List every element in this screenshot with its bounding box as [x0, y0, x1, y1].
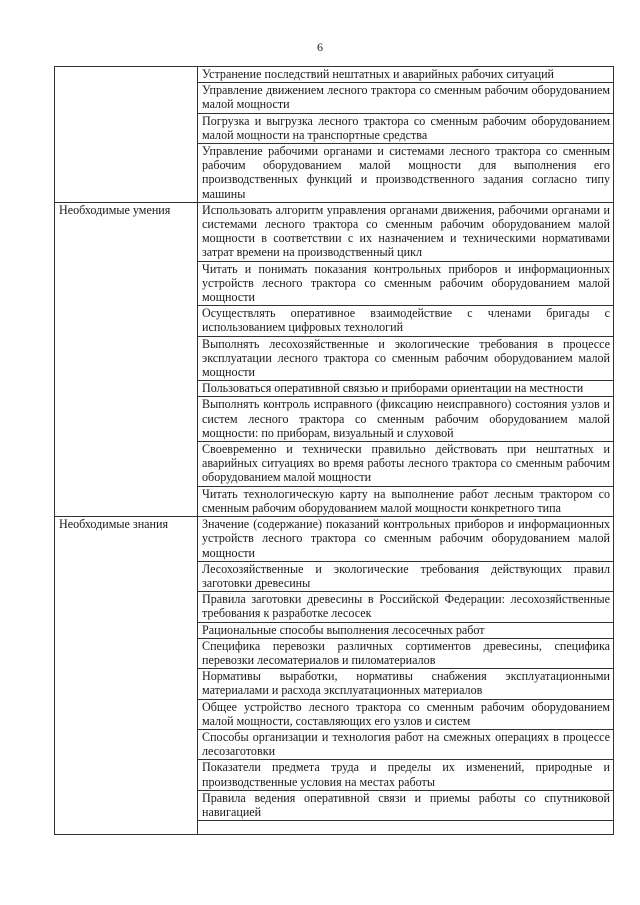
table-row [55, 517, 614, 562]
requirement-item: Читать технологическую карту на выполнение работ лесным трактором со сменным рабочим оборудованием малой мощности конкретного типа [198, 486, 614, 516]
page-number: 6 [317, 40, 323, 54]
requirement-item: Общее устройство лесного трактора со сменным рабочим оборудованием малой мощности, составляющих его узлов и систем [198, 699, 614, 729]
requirement-item: Использовать алгоритм управления органами движения, рабочими органами и системами лесного трактора со сменным рабочим оборудованием малой мощности в соответствии с их назначением и техническими нормативами затрат времени на производственный цикл [198, 202, 614, 261]
requirement-item: Своевременно и технически правильно действовать при нештатных и аварийных ситуациях во время работы лесного трактора со сменным рабочим оборудованием малой мощности [198, 442, 614, 487]
requirement-item: Выполнять контроль исправного (фиксацию неисправного) состояния узлов и систем лесного трактора со сменным рабочим оборудованием малой мощности: по приборам, визуальный и слуховой [198, 397, 614, 442]
requirement-item: Осуществлять оперативное взаимодействие с членами бригады с использованием цифровых технологий [198, 306, 614, 336]
requirement-item: Нормативы выработки, нормативы снабжения эксплуатационными материалами и расхода эксплуатационных материалов [198, 669, 614, 699]
requirement-item: Показатели предмета труда и пределы их изменений, природные и производственные условия на местах работы [198, 760, 614, 790]
requirement-item: Правила ведения оперативной связи и приемы работы со спутниковой навигацией [198, 790, 614, 820]
requirement-item: Погрузка и выгрузка лесного трактора со сменным рабочим оборудованием малой мощности на транспортные средства [198, 113, 614, 143]
table-body [55, 67, 614, 835]
empty-cell [198, 821, 614, 835]
requirement-item: Устранение последствий нештатных и аварийных рабочих ситуаций [198, 67, 614, 83]
requirement-item: Управление движением лесного трактора со сменным рабочим оборудованием малой мощности [198, 83, 614, 113]
requirement-item: Значение (содержание) показаний контрольных приборов и информационных устройств лесного трактора со сменным рабочим оборудованием малой мощности [198, 517, 614, 562]
table-row [55, 67, 614, 83]
requirement-item: Специфика перевозки различных сортиментов древесины, специфика перевозки лесоматериалов и пиломатериалов [198, 638, 614, 668]
requirement-item: Правила заготовки древесины в Российской Федерации: лесохозяйственные требования к разработке лесосек [198, 592, 614, 622]
section-label: Необходимые знания [55, 517, 198, 835]
table-row [55, 202, 614, 261]
requirement-item: Способы организации и технология работ на смежных операциях в процессе лесозаготовки [198, 729, 614, 759]
requirement-item: Читать и понимать показания контрольных приборов и информационных устройств лесного трактора со сменным рабочим оборудованием малой мощности [198, 261, 614, 306]
requirement-item: Выполнять лесохозяйственные и экологические требования в процессе эксплуатации лесного трактора со сменным рабочим оборудованием малой мощности [198, 336, 614, 381]
requirement-item: Рациональные способы выполнения лесосечных работ [198, 622, 614, 638]
requirement-item: Лесохозяйственные и экологические требования действующих правил заготовки древесины [198, 561, 614, 591]
section-label: Необходимые умения [55, 202, 198, 516]
competency-table [54, 66, 614, 835]
requirement-item: Пользоваться оперативной связью и приборами ориентации на местности [198, 381, 614, 397]
section-label [55, 67, 198, 203]
requirement-item: Управление рабочими органами и системами лесного трактора со сменным рабочим оборудованием малой мощности для выполнения его производственных функций и производственного задания согласно типу машины [198, 144, 614, 203]
